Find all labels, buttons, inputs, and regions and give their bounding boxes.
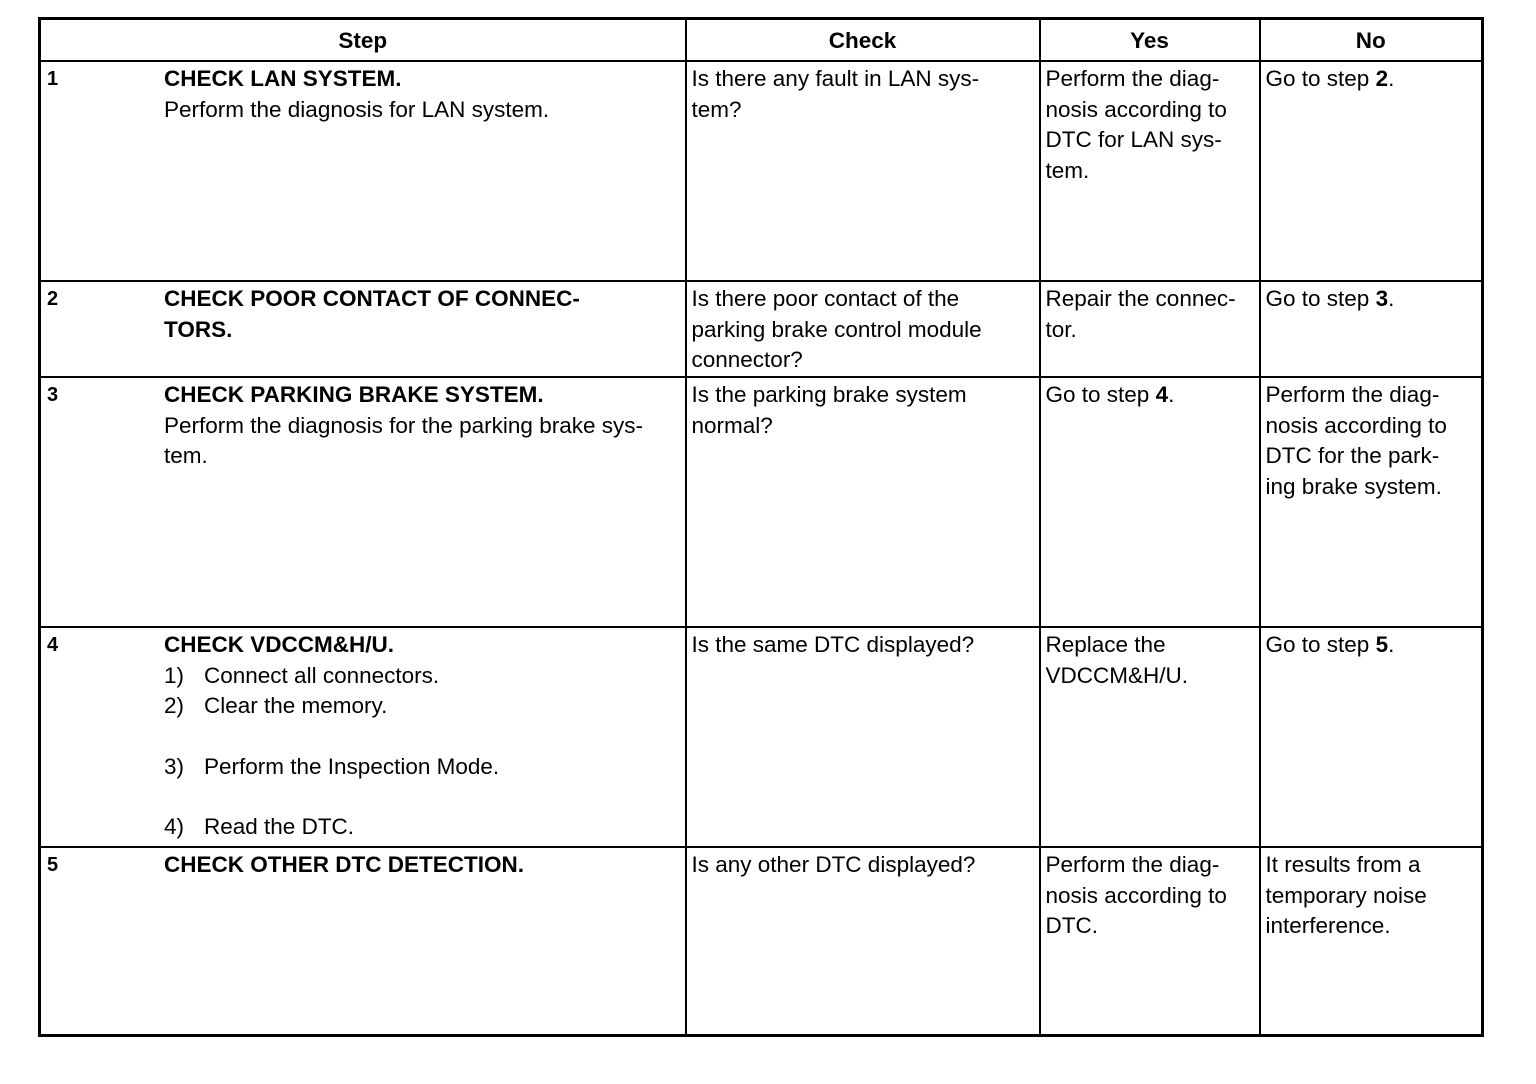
no-text: nosis according to — [1265, 412, 1447, 438]
yes-text: Replace the — [1045, 632, 1166, 657]
substep-number: 4) — [164, 814, 185, 839]
yes-text: Go to step — [1045, 382, 1156, 407]
substep-number: 3) — [164, 753, 185, 779]
step-title: CHECK PARKING BRAKE SYSTEM. — [164, 382, 544, 407]
substep — [164, 812, 680, 843]
step-cell — [40, 281, 686, 377]
header-no: No — [1260, 19, 1483, 62]
table-row — [40, 377, 1483, 627]
step-title: CHECK OTHER DTC DETECTION. — [164, 852, 524, 877]
step-number: 1 — [47, 68, 59, 90]
no-text: DTC for the park- — [1265, 443, 1440, 468]
substep-number: 2) — [164, 693, 185, 718]
step-number: 3 — [47, 384, 59, 406]
no-text: interference. — [1265, 913, 1391, 938]
yes-cell — [1040, 377, 1260, 627]
check-cell — [686, 377, 1040, 627]
no-text: Go to step — [1265, 66, 1376, 91]
yes-text: Perform the diag- — [1045, 66, 1220, 91]
no-text: Go to step — [1265, 632, 1376, 657]
check-text: Is any other DTC displayed? — [691, 852, 976, 877]
substep-text: Perform the Inspection Mode. — [204, 753, 500, 779]
check-cell — [686, 627, 1040, 847]
no-cell — [1260, 61, 1483, 281]
step-cell — [40, 627, 686, 847]
yes-text: VDCCM&H/U. — [1045, 662, 1189, 688]
check-text: Is the same DTC displayed? — [691, 632, 975, 657]
check-text: normal? — [691, 412, 773, 438]
yes-cell — [1040, 627, 1260, 847]
no-suffix: . — [1388, 632, 1395, 657]
no-cell — [1260, 627, 1483, 847]
step-description: Perform the diagnosis for LAN system. — [164, 96, 550, 122]
step-title: CHECK LAN SYSTEM. — [164, 66, 402, 91]
check-text: Is the parking brake system — [691, 382, 967, 407]
check-cell — [686, 847, 1040, 1035]
yes-text: nosis according to — [1045, 882, 1227, 908]
substep — [164, 752, 680, 783]
no-text: ing brake system. — [1265, 473, 1442, 499]
no-suffix: . — [1388, 66, 1395, 91]
no-text: Go to step — [1265, 286, 1376, 311]
step-number: 2 — [47, 288, 59, 310]
check-text: Is there poor contact of the — [691, 286, 960, 311]
step-number: 5 — [47, 854, 59, 876]
table-row — [40, 627, 1483, 847]
step-description: tem. — [164, 443, 208, 468]
yes-cell — [1040, 61, 1260, 281]
step-title: CHECK VDCCM&H/U. — [164, 632, 394, 657]
step-cell — [40, 377, 686, 627]
step-description: Perform the diagnosis for the parking brake sys- — [164, 412, 643, 438]
header-yes: Yes — [1040, 19, 1260, 62]
step-reference: 5 — [1375, 632, 1389, 657]
yes-text: tor. — [1045, 316, 1077, 342]
step-reference: 3 — [1375, 286, 1389, 311]
step-reference: 2 — [1375, 66, 1389, 91]
header-check: Check — [686, 19, 1040, 62]
check-cell — [686, 61, 1040, 281]
table-row — [40, 61, 1483, 281]
yes-text: Repair the connec- — [1045, 286, 1236, 311]
substep-text: Connect all connectors. — [204, 662, 440, 688]
no-cell — [1260, 847, 1483, 1035]
diagnostic-table — [38, 17, 1484, 1037]
step-title: TORS. — [164, 316, 233, 342]
yes-suffix: . — [1168, 382, 1175, 407]
substep-number: 1) — [164, 662, 185, 688]
substep-text: Read the DTC. — [204, 814, 355, 839]
table-row — [40, 281, 1483, 377]
header-step: Step — [40, 19, 686, 62]
yes-cell — [1040, 281, 1260, 377]
yes-text: Perform the diag- — [1045, 852, 1220, 877]
yes-cell — [1040, 847, 1260, 1035]
header-row — [40, 19, 1483, 62]
check-text: parking brake control module — [691, 316, 982, 342]
no-suffix: . — [1388, 286, 1395, 311]
yes-text: DTC. — [1045, 913, 1098, 938]
no-text: Perform the diag- — [1265, 382, 1440, 407]
table-row — [40, 847, 1483, 1035]
step-reference: 4 — [1155, 382, 1169, 407]
step-title: CHECK POOR CONTACT OF CONNEC- — [164, 286, 580, 311]
step-number: 4 — [47, 634, 59, 656]
yes-text: nosis according to — [1045, 96, 1227, 122]
substep — [164, 691, 680, 722]
step-cell — [40, 847, 686, 1035]
yes-text: tem. — [1045, 157, 1090, 183]
yes-text: DTC for LAN sys- — [1045, 127, 1222, 152]
check-text: Is there any fault in LAN sys- — [691, 66, 980, 91]
no-cell — [1260, 281, 1483, 377]
check-cell — [686, 281, 1040, 377]
substep — [164, 661, 680, 692]
step-cell — [40, 61, 686, 281]
no-text: temporary noise — [1265, 882, 1427, 908]
check-text: connector? — [691, 347, 803, 372]
substep-text: Clear the memory. — [204, 693, 388, 718]
no-cell — [1260, 377, 1483, 627]
check-text: tem? — [691, 96, 742, 122]
no-text: It results from a — [1265, 852, 1421, 877]
